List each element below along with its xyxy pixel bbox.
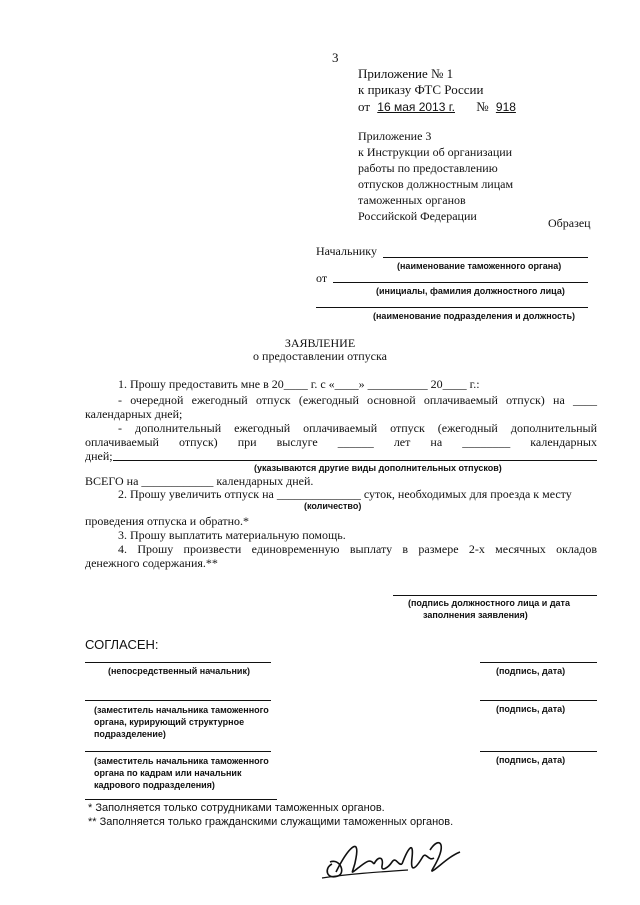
paragraph-1b-cont: оплачиваемый отпуск) при выслуге ______ лет на ________ календарных (85, 435, 597, 449)
paragraph-1a-cont: календарных дней; (85, 407, 183, 421)
approver-1-line (85, 662, 271, 663)
applicant-signature-caption-1: (подпись должностного лица и дата (408, 598, 570, 608)
other-leave-line (113, 460, 597, 461)
approver-2-signature-caption: (подпись, дата) (496, 704, 566, 714)
applicant-signature-line (393, 595, 597, 596)
header-line-2: к приказу ФТС России (358, 82, 484, 97)
paragraph-1b: - дополнительный ежегодный оплачиваемый отпуск (ежегодный дополнительный (118, 421, 597, 435)
date-prefix: от (358, 99, 371, 114)
approver-3-caption: (заместитель начальника таможенного органа по кадрам или начальник кадрового подразделения) (94, 756, 269, 790)
total-days: ВСЕГО на ____________ календарных дней. (85, 474, 314, 488)
footnote-2: ** Заполняется только гражданскими служащими таможенных органов. (88, 816, 454, 828)
paragraph-2: 2. Прошу увеличить отпуск на ______________ суток, необходимых для проезда к месту (118, 487, 572, 501)
other-leave-caption: (указываются другие виды дополнительных отпусков) (254, 463, 502, 473)
date-value: 16 мая 2013 г. (377, 100, 455, 114)
paragraph-3: 3. Прошу выплатить материальную помощь. (118, 528, 346, 542)
approver-2-signature-line (480, 700, 597, 701)
approver-3-signature-line (480, 751, 597, 752)
annex-line: к Инструкции об организации (358, 145, 513, 159)
dept-caption: (наименование подразделения и должность) (373, 311, 575, 321)
applicant-signature-caption-2: заполнения заявления) (423, 610, 528, 620)
paragraph-1: 1. Прошу предоставить мне в 20____ г. с «____» __________ 20____ г.: (118, 377, 480, 391)
paragraph-2-caption: (количество) (304, 501, 362, 511)
document-title: ЗАЯВЛЕНИЕ (284, 336, 356, 350)
approver-1-caption: (непосредственный начальник) (108, 666, 250, 676)
header-line-1: Приложение № 1 (358, 66, 454, 81)
approver-3-signature-caption: (подпись, дата) (496, 755, 566, 765)
from-caption: (инициалы, фамилия должностного лица) (376, 286, 565, 296)
footnote-separator (85, 799, 277, 800)
number-value: 918 (495, 100, 516, 114)
annex-line: работы по предоставлению (358, 161, 498, 175)
annex-line: Российской Федерации (358, 209, 477, 223)
approver-1-signature-caption: (подпись, дата) (496, 666, 566, 676)
annex-block (358, 128, 513, 224)
paragraph-4-cont: денежного содержания.** (85, 556, 218, 570)
sample-label: Образец (548, 216, 591, 230)
paragraph-4: 4. Прошу произвести единовременную выплату в размере 2-х месячных окладов (118, 542, 597, 556)
footnote-1: * Заполняется только сотрудниками таможенных органов. (88, 802, 385, 814)
approval-heading: СОГЛАСЕН: (85, 637, 159, 652)
annex-line: таможенных органов (358, 193, 466, 207)
document-subtitle: о предоставлении отпуска (253, 349, 387, 363)
from-label: от (316, 271, 328, 285)
header-date-row (358, 99, 530, 115)
handwritten-signature (318, 828, 468, 888)
approver-2-caption: (заместитель начальника таможенного органа, курирующий структурное подразделение) (94, 705, 269, 739)
annex-line: отпусков должностным лицам (358, 177, 514, 191)
approver-1-signature-line (480, 662, 597, 663)
approver-2-line (85, 700, 271, 701)
to-line (383, 257, 588, 258)
from-line (333, 282, 588, 283)
page-number: 3 (332, 50, 339, 65)
paragraph-1a: - очередной ежегодный отпуск (ежегодный основной оплачиваемый отпуск) на ____ (118, 393, 597, 407)
paragraph-2-cont: проведения отпуска и обратно.* (85, 514, 249, 528)
annex-line: Приложение 3 (358, 129, 432, 143)
to-caption: (наименование таможенного органа) (397, 261, 562, 271)
paragraph-1b-end: дней; (85, 449, 113, 463)
to-label: Начальнику (316, 244, 377, 258)
dept-line (316, 307, 588, 308)
number-prefix: № (476, 99, 489, 114)
approver-3-line (85, 751, 271, 752)
